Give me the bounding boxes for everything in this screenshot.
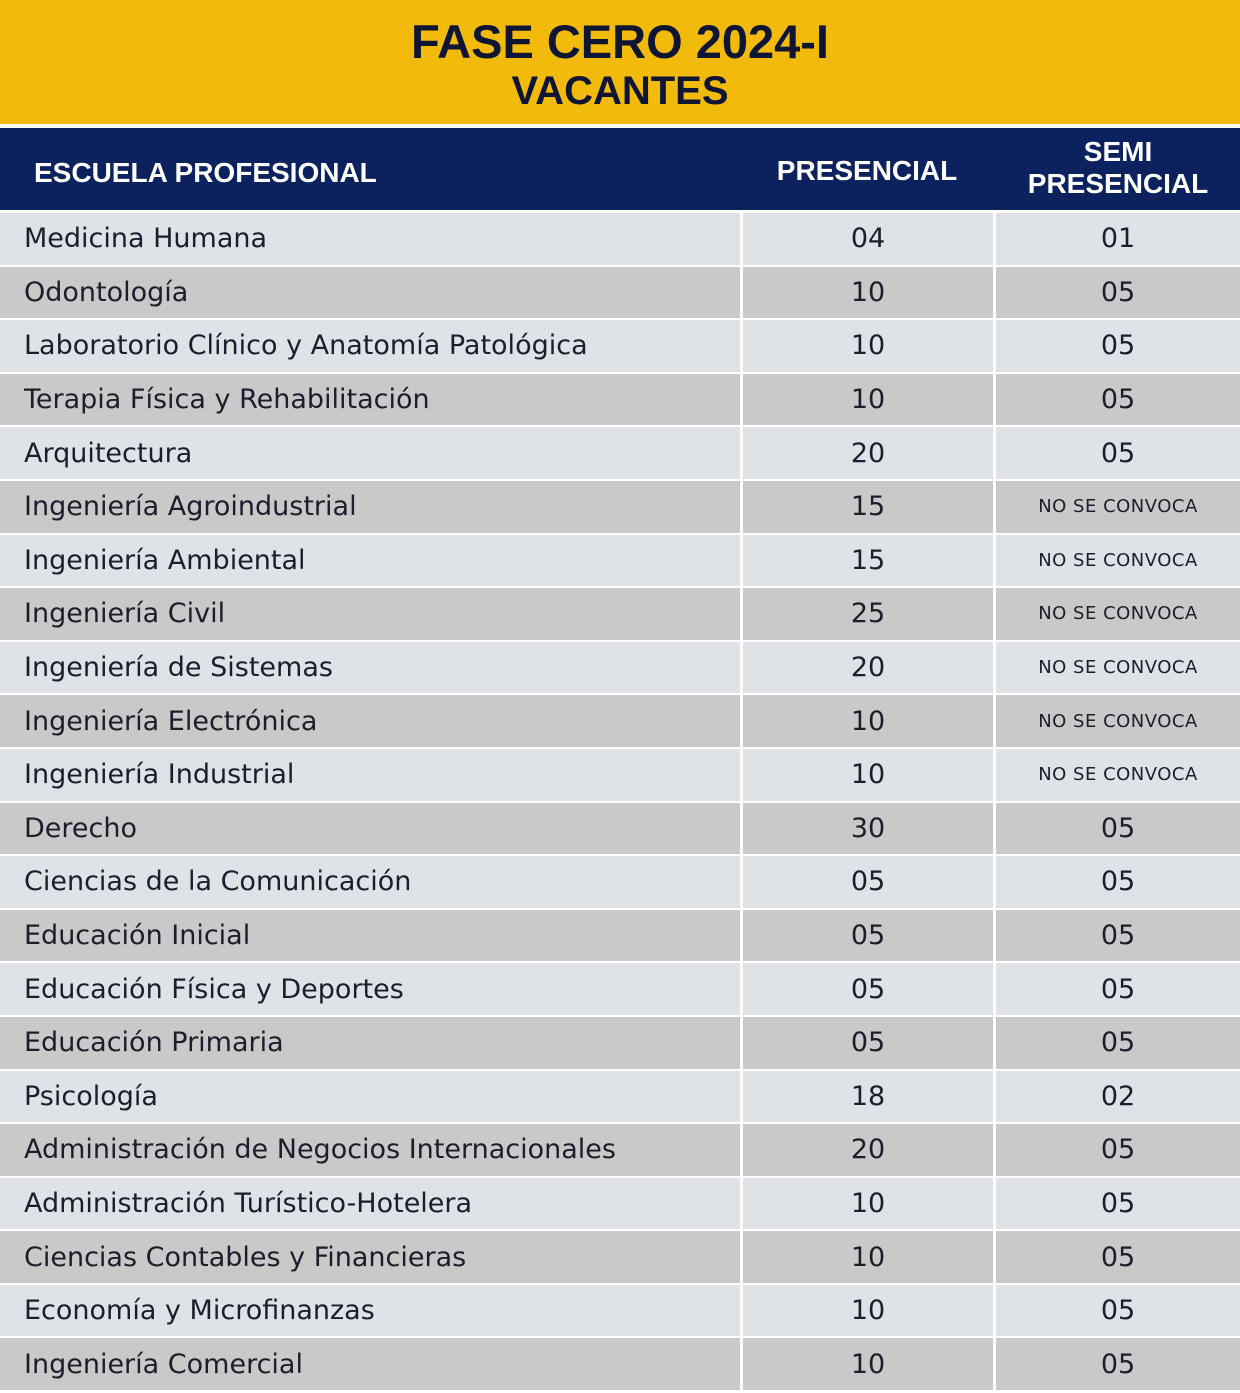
table-row [0,1124,1240,1176]
table-row [0,267,1240,319]
school-name-cell: Ciencias Contables y Financieras [0,1231,740,1283]
presencial-vacancies-cell: 30 [743,803,993,855]
semipresencial-vacancies-cell: 05 [996,1231,1240,1283]
semipresencial-vacancies-cell: 05 [996,803,1240,855]
school-name-cell: Medicina Humana [0,213,740,265]
presencial-vacancies-cell: 10 [743,695,993,747]
presencial-vacancies-cell: 25 [743,588,993,640]
presencial-vacancies-cell: 05 [743,1017,993,1069]
table-row [0,856,1240,908]
presencial-vacancies-cell: 10 [743,1338,993,1390]
table-row [0,588,1240,640]
semipresencial-vacancies-cell: 05 [996,320,1240,372]
presencial-vacancies-cell: 10 [743,1285,993,1337]
table-row [0,803,1240,855]
column-header-presencial: PRESENCIAL [776,155,958,186]
school-name-cell: Psicología [0,1071,740,1123]
column-header-semipresencial [996,136,1240,200]
semipresencial-vacancies-cell: NO SE CONVOCA [996,481,1240,533]
semipresencial-vacancies-cell: NO SE CONVOCA [996,535,1240,587]
presencial-vacancies-cell: 10 [743,749,993,801]
presencial-vacancies-cell: 10 [743,1178,993,1230]
presencial-vacancies-cell: 18 [743,1071,993,1123]
presencial-vacancies-cell: 15 [743,481,993,533]
table-row [0,1017,1240,1069]
table-row [0,320,1240,372]
semipresencial-vacancies-cell: 05 [996,1338,1240,1390]
vacancies-table-body [0,213,1240,1392]
presencial-vacancies-cell: 20 [743,427,993,479]
semipresencial-vacancies-cell: 05 [996,427,1240,479]
semipresencial-vacancies-cell: 05 [996,374,1240,426]
presencial-vacancies-cell: 10 [743,267,993,319]
school-name-cell: Ingeniería Agroindustrial [0,481,740,533]
table-row [0,749,1240,801]
table-row [0,374,1240,426]
semipresencial-vacancies-cell: 05 [996,267,1240,319]
school-name-cell: Ingeniería Comercial [0,1338,740,1390]
school-name-cell: Ingeniería Ambiental [0,535,740,587]
semipresencial-vacancies-cell: 01 [996,213,1240,265]
semipresencial-vacancies-cell: NO SE CONVOCA [996,695,1240,747]
semipresencial-vacancies-cell: 05 [996,910,1240,962]
table-row [0,1178,1240,1230]
table-row [0,910,1240,962]
school-name-cell: Educación Primaria [0,1017,740,1069]
table-row [0,1071,1240,1123]
school-name-cell: Ingeniería de Sistemas [0,642,740,694]
column-header-semipresencial-line1: SEMI [1083,136,1153,167]
title-banner [0,0,1240,124]
table-row [0,213,1240,265]
school-name-cell: Odontología [0,267,740,319]
semipresencial-vacancies-cell: 05 [996,856,1240,908]
presencial-vacancies-cell: 05 [743,963,993,1015]
school-name-cell: Educación Inicial [0,910,740,962]
semipresencial-vacancies-cell: 02 [996,1071,1240,1123]
school-name-cell: Administración Turístico-Hotelera [0,1178,740,1230]
semipresencial-vacancies-cell: 05 [996,1124,1240,1176]
page-subtitle: VACANTES [511,69,729,113]
school-name-cell: Administración de Negocios Internacionales [0,1124,740,1176]
presencial-vacancies-cell: 15 [743,535,993,587]
semipresencial-vacancies-cell: NO SE CONVOCA [996,588,1240,640]
semipresencial-vacancies-cell: NO SE CONVOCA [996,642,1240,694]
presencial-vacancies-cell: 20 [743,1124,993,1176]
table-header [0,128,1240,210]
school-name-cell: Ingeniería Electrónica [0,695,740,747]
table-row [0,1338,1240,1390]
presencial-vacancies-cell: 10 [743,374,993,426]
table-row [0,535,1240,587]
school-name-cell: Ciencias de la Comunicación [0,856,740,908]
presencial-vacancies-cell: 20 [743,642,993,694]
table-row [0,1231,1240,1283]
semipresencial-vacancies-cell: 05 [996,1285,1240,1337]
presencial-vacancies-cell: 05 [743,910,993,962]
school-name-cell: Economía y Microfinanzas [0,1285,740,1337]
school-name-cell: Derecho [0,803,740,855]
column-header-semipresencial-line2: PRESENCIAL [1027,168,1209,199]
page-title: FASE CERO 2024-I [411,15,829,68]
table-row [0,1285,1240,1337]
presencial-vacancies-cell: 10 [743,320,993,372]
table-row [0,963,1240,1015]
table-row [0,695,1240,747]
presencial-vacancies-cell: 04 [743,213,993,265]
semipresencial-vacancies-cell: 05 [996,963,1240,1015]
semipresencial-vacancies-cell: 05 [996,1178,1240,1230]
school-name-cell: Educación Física y Deportes [0,963,740,1015]
school-name-cell: Laboratorio Clínico y Anatomía Patológica [0,320,740,372]
school-name-cell: Terapia Física y Rehabilitación [0,374,740,426]
table-row [0,427,1240,479]
semipresencial-vacancies-cell: NO SE CONVOCA [996,749,1240,801]
column-header-school: ESCUELA PROFESIONAL [34,157,377,188]
presencial-vacancies-cell: 05 [743,856,993,908]
table-row [0,642,1240,694]
school-name-cell: Ingeniería Industrial [0,749,740,801]
school-name-cell: Arquitectura [0,427,740,479]
semipresencial-vacancies-cell: 05 [996,1017,1240,1069]
presencial-vacancies-cell: 10 [743,1231,993,1283]
school-name-cell: Ingeniería Civil [0,588,740,640]
table-row [0,481,1240,533]
